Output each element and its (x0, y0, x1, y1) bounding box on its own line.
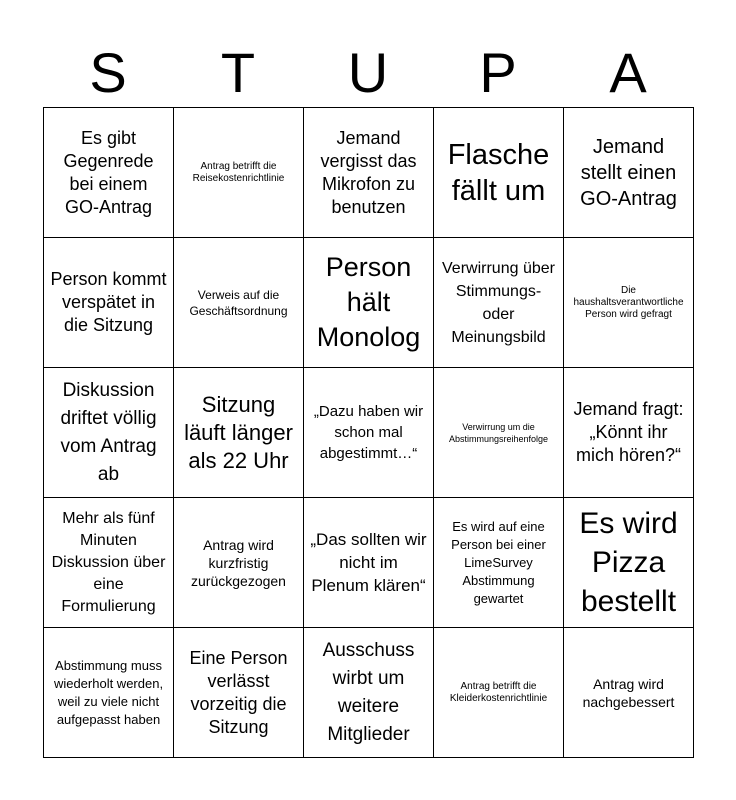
cell-text: Antrag betrifft die Kleiderkostenrichtlinie (449, 680, 548, 704)
cell-text: Mehr als fünf Minuten Diskussion über eine Formulierung (51, 509, 166, 615)
cell-text: Jemand vergisst das Mikrofon zu benutzen (320, 127, 417, 217)
bingo-cell[interactable] (434, 108, 564, 238)
cell-text: Flasche fällt um (447, 138, 550, 207)
cell-text: Es wird Pizza bestellt (579, 507, 678, 618)
bingo-cell[interactable] (174, 108, 304, 238)
bingo-cell[interactable] (434, 498, 564, 628)
title-letter-u: U (347, 41, 389, 104)
cell-text: Jemand stellt einen GO-Antrag (580, 135, 677, 210)
bingo-cell[interactable] (564, 108, 694, 238)
cell-text: Abstimmung muss wiederholt werden, weil zu viele nicht aufgepasst haben (53, 657, 164, 727)
cell-text: Verwirrung über Stimmungs- oder Meinungsbild (442, 259, 555, 346)
title-letter-t: T (220, 41, 256, 104)
title-letter-s: S (89, 41, 127, 104)
bingo-cell[interactable] (304, 238, 434, 368)
title-letter-a: A (609, 41, 647, 104)
bingo-cell[interactable] (44, 108, 174, 238)
bingo-cell[interactable] (434, 368, 564, 498)
bingo-cell[interactable] (174, 368, 304, 498)
bingo-cell[interactable] (564, 628, 694, 758)
bingo-cell[interactable] (44, 628, 174, 758)
cell-text: Antrag betrifft die Reisekostenrichtlinie (192, 160, 285, 184)
cell-text: „Das sollten wir nicht im Plenum klären“ (310, 530, 427, 595)
cell-text: Verwirrung um die Abstimmungsreihenfolge (448, 421, 549, 444)
bingo-cell[interactable] (564, 238, 694, 368)
bingo-cell[interactable] (434, 628, 564, 758)
cell-text: Es gibt Gegenrede bei einem GO-Antrag (63, 127, 154, 217)
bingo-cell[interactable] (174, 628, 304, 758)
cell-text: Antrag wird nachgebessert (582, 675, 675, 710)
cell-text: Ausschuss wirbt um weitere Mitglieder (322, 639, 415, 745)
cell-text: Jemand fragt: „Könnt ihr mich hören?“ (573, 399, 684, 465)
cell-text: Eine Person verlässt vorzeitig die Sitzung (189, 647, 288, 737)
cell-text: Antrag wird kurzfristig zurückgezogen (191, 536, 286, 589)
bingo-board (43, 107, 694, 758)
bingo-cell[interactable] (44, 368, 174, 498)
cell-text: Person kommt verspätet in die Sitzung (50, 269, 167, 335)
bingo-cell[interactable] (174, 238, 304, 368)
bingo-title (43, 40, 693, 106)
bingo-cell[interactable] (304, 368, 434, 498)
bingo-cell[interactable] (434, 238, 564, 368)
cell-text: Diskussion driftet völlig vom Antrag ab (60, 379, 157, 485)
bingo-cell[interactable] (564, 498, 694, 628)
cell-text: Person hält Monolog (316, 252, 421, 352)
cell-text: Die haushaltsverantwortliche Person wird gefragt (573, 284, 684, 320)
cell-text: Es wird auf eine Person bei einer LimeSurvey Abstimmung gewartet (451, 518, 546, 606)
bingo-cell[interactable] (564, 368, 694, 498)
bingo-cell[interactable] (304, 498, 434, 628)
bingo-cell[interactable] (174, 498, 304, 628)
bingo-cell[interactable] (304, 108, 434, 238)
cell-text: Verweis auf die Geschäftsordnung (189, 287, 288, 318)
title-letter-p: P (479, 41, 517, 104)
cell-text: „Dazu haben wir schon mal abgestimmt…“ (313, 403, 424, 462)
bingo-cell[interactable] (44, 498, 174, 628)
cell-text: Sitzung läuft länger als 22 Uhr (184, 391, 293, 473)
bingo-cell[interactable] (44, 238, 174, 368)
bingo-cell[interactable] (304, 628, 434, 758)
